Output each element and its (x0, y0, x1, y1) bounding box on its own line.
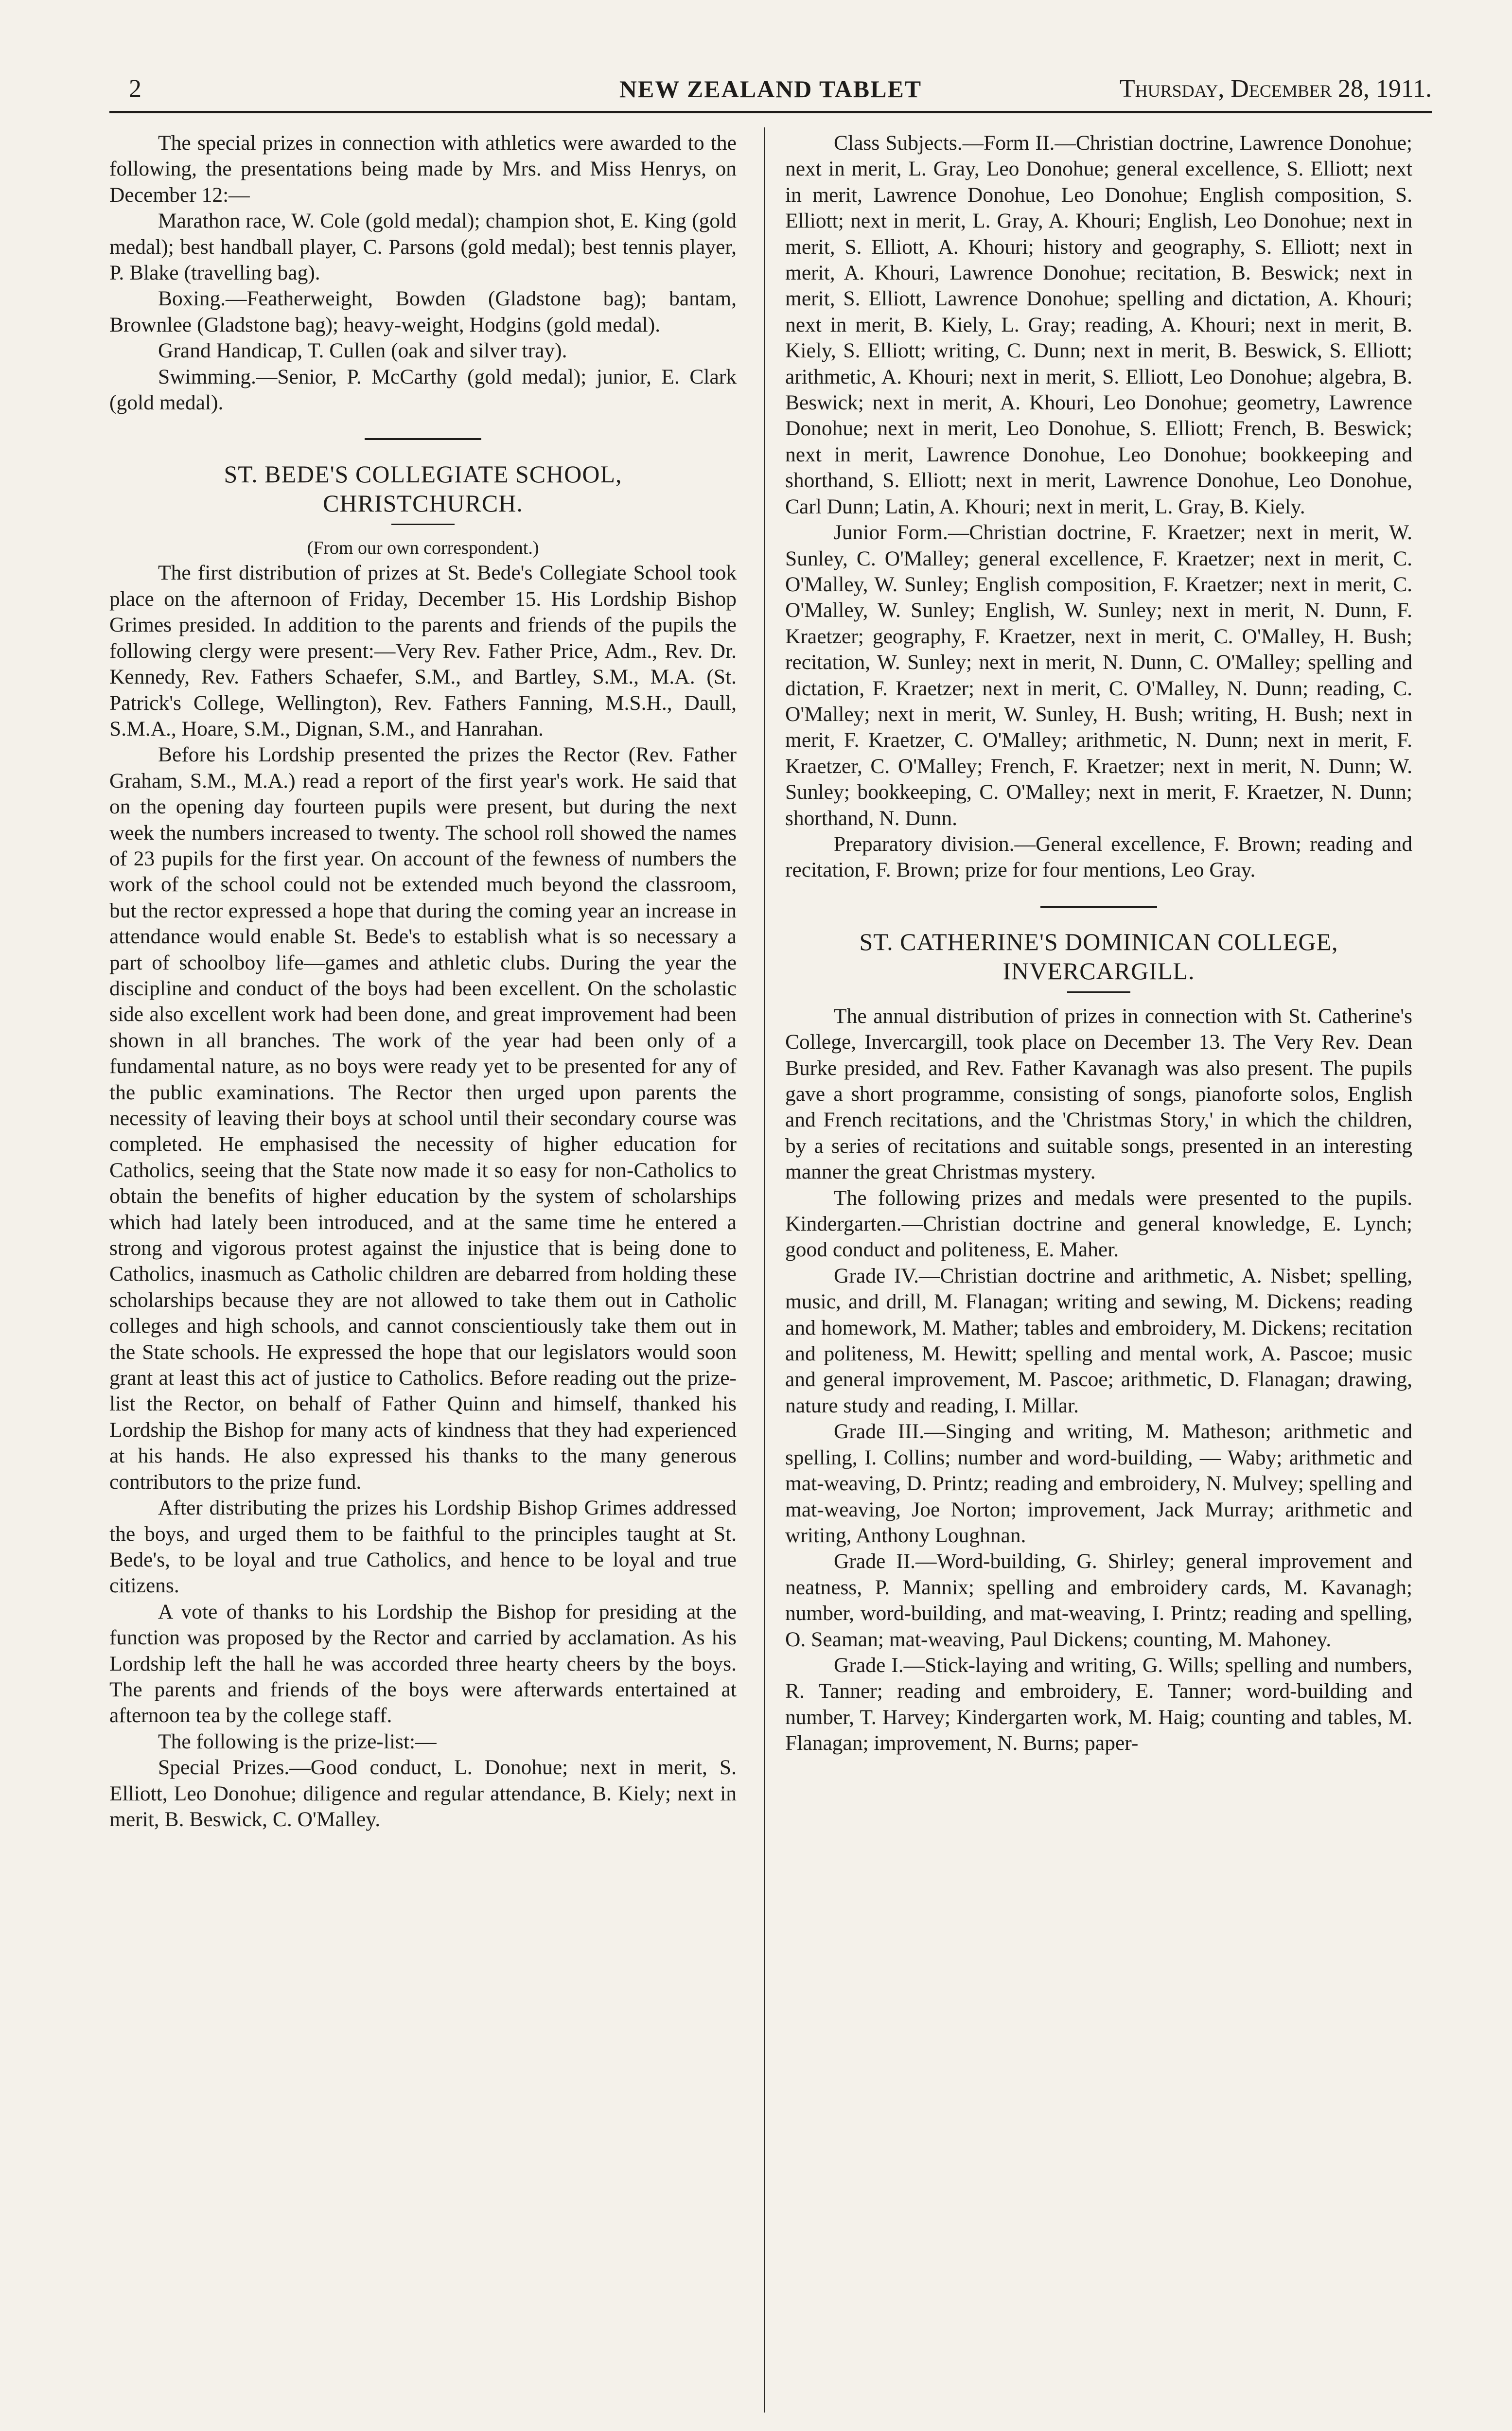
heading-line: ST. CATHERINE'S DOMINICAN COLLEGE, (859, 928, 1338, 955)
paragraph: Grade IV.—Christian doctrine and arithmetic, A. Nisbet; spelling, music, and drill, M. Flanagan; writing and sewing, M. Dickens; reading and homework, M. Mather; tables and embroidery, M. Dickens; recitation and politeness, M. Hewitt; spelling and mental work, A. Pascoe; music and general improvement, M. Pascoe; arithmetic, D. Flanagan; drawing, nature study and reading, I. Millar. (785, 1264, 1412, 1417)
paragraph: Class Subjects.—Form II.—Christian doctrine, Lawrence Donohue; next in merit, L. Gray, Leo Donohue; general excellence, S. Elliott; next in merit, Lawrence Donohue, Leo Donohue; English composition, S. Elliott; next in merit, L. Gray, A. Khouri; English, Leo Donohue; next in merit, S. Elliott, A. Khouri; history and geography, S. Elliott; next in merit, A. Khouri, Lawrence Donohue; recitation, B. Beswick; next in merit, S. Elliott, Lawrence Donohue; spelling and dictation, A. Khouri; next in merit, B. Kiely, L. Gray; reading, A. Khouri; next in merit, B. Kiely, S. Elliott; writing, C. Dunn; next in merit, B. Beswick, S. Elliott; arithmetic, A. Khouri; next in merit, S. Elliott, Leo Donohue; algebra, B. Beswick; next in merit, A. Khouri, Leo Donohue; geometry, Lawrence Donohue; next in merit, Leo Donohue, S. Elliott; French, B. Beswick; next in merit, Lawrence Donohue, Leo Donohue; bookkeeping and shorthand, S. Elliott; next in merit, Lawrence Donohue, Leo Donohue, Carl Dunn; Latin, A. Khouri; next in merit, L. Gray, B. Kiely. (785, 131, 1412, 518)
issue-date: Thursday, December 28, 1911. (1119, 75, 1432, 103)
section-rule (365, 438, 481, 440)
heading-rule (391, 524, 455, 525)
paragraph: The first distribution of prizes at St. Bede's Collegiate School took place on the afternoon of Friday, December 15. His Lordship Bishop Grimes presided. In addition to the parents and friends of the pupils the following clergy were present:—Very Rev. Father Price, Adm., Rev. Dr. Kennedy, Rev. Fathers Schaefer, S.M., and Bartley, S.M., M.A. (St. Patrick's College, Wellington), Rev. Fathers Fanning, M.S.H., Daull, S.M.A., Hoare, S.M., Dignan, S.M., and Hanrahan. (109, 561, 737, 740)
paragraph: The following is the prize-list:— (158, 1729, 437, 1753)
page-number: 2 (129, 75, 141, 103)
right-column (785, 130, 1412, 1757)
left-column (109, 130, 737, 1832)
paragraph: Grade III.—Singing and writing, M. Matheson; arithmetic and spelling, I. Collins; number and word-building, — Waby; arithmetic and mat-weaving, D. Printz; reading and embroidery, N. Mulvey; spelling and mat-weaving, Joe Norton; improvement, Jack Murray; arithmetic and writing, Anthony Loughnan. (785, 1420, 1412, 1547)
paragraph: The special prizes in connection with athletics were awarded to the following, the presentations being made by Mrs. and Miss Henrys, on December 12:— (109, 131, 737, 207)
paragraph: Preparatory division.—General excellence, F. Brown; reading and recitation, F. Brown; prize for four mentions, Leo Gray. (785, 832, 1412, 882)
publication-title: NEW ZEALAND TABLET (619, 75, 922, 103)
paragraph: After distributing the prizes his Lordship Bishop Grimes addressed the boys, and urged them to be faithful to the principles taught at St. Bede's, to be loyal and true Catholics, and hence to be loyal and true citizens. (109, 1496, 737, 1598)
page-header (109, 72, 1432, 106)
paragraph: Swimming.—Senior, P. McCarthy (gold medal); junior, E. Clark (gold medal). (109, 365, 737, 415)
paragraph: The annual distribution of prizes in connection with St. Catherine's College, Invercargill, took place on December 13. The Very Rev. Dean Burke presided, and Rev. Father Kavanagh was also present. The pupils gave a short programme, consisting of songs, pianoforte solos, English and French recitations, and the 'Christmas Story,' in which the children, by a series of recitations and suitable songs, presented in an interesting manner the great Christmas mystery. (785, 1004, 1412, 1184)
paragraph: Grade II.—Word-building, G. Shirley; general improvement and neatness, P. Mannix; spelling and embroidery cards, M. Kavanagh; number, word-building, and mat-weaving, I. Printz; reading and spelling, O. Seaman; mat-weaving, Paul Dickens; counting, M. Mahoney. (785, 1550, 1412, 1651)
heading-line: ST. BEDE'S COLLEGIATE SCHOOL, (224, 460, 622, 488)
heading-line: INVERCARGILL. (1002, 957, 1195, 985)
heading-rule (1067, 991, 1130, 993)
paragraph: The following prizes and medals were presented to the pupils. Kindergarten.—Christian doctrine and general knowledge, E. Lynch; good conduct and politeness, E. Maher. (785, 1186, 1412, 1262)
paragraph: Before his Lordship presented the prizes the Rector (Rev. Father Graham, S.M., M.A.) read a report of the first year's work. He said that on the opening day fourteen pupils were present, but during the next week the numbers increased to twenty. The school roll showed the names of 23 pupils for the first year. On account of the fewness of numbers the work of the school could not be extended much beyond the classroom, but the rector expressed a hope that during the coming year an increase in attendance would enable St. Bede's to establish what is so necessary a part of schoolboy life—games and athletic clubs. During the year the discipline and conduct of the boys had been excellent. On the scholastic side also excellent work had been done, and great improvement had been shown in all branches. The work of the year had been only of a fundamental nature, as no boys were ready yet to be presented for any of the public examinations. The Rector then urged upon parents the necessity of leaving their boys at school until their secondary course was completed. He emphasised the necessity of higher education for Catholics, seeing that the State now made it so easy for non-Catholics to obtain the benefits of higher education by the system of scholarships which had lately been introduced, and at the same time he entered a strong and vigorous protest against the injustice that is being done to Catholics, inasmuch as Catholic children are debarred from holding these scholarships because they are not allowed to take them out in Catholic colleges and high schools, and cannot conscientiously take them out in the State schools. He expressed the hope that our legislators would soon grant at least this act of justice to Catholics. Before reading out the prize-list the Rector, on behalf of Father Quinn and himself, thanked his Lordship the Bishop for many acts of kindness that they had experienced at his hands. He also expressed his thanks to the many generous contributors to the prize fund. (109, 743, 737, 1494)
paragraph: A vote of thanks to his Lordship the Bishop for presiding at the function was proposed by the Rector and carried by acclamation. As his Lordship left the hall he was accorded three hearty cheers by the boys. The parents and friends of the boys were afterwards entertained at afternoon tea by the college staff. (109, 1600, 737, 1727)
column-divider (764, 127, 765, 2413)
paragraph: Special Prizes.—Good conduct, L. Donohue; next in merit, S. Elliott, Leo Donohue; diligence and regular attendance, B. Kiely; next in merit, B. Beswick, C. O'Malley. (109, 1756, 737, 1831)
paragraph: Grade I.—Stick-laying and writing, G. Wills; spelling and numbers, R. Tanner; reading and embroidery, E. Tanner; word-building and number, T. Harvey; Kindergarten work, M. Haig; counting and tables, M. Flanagan; improvement, N. Burns; paper- (785, 1653, 1412, 1755)
section-rule (1040, 906, 1157, 908)
article-heading (785, 927, 1412, 986)
heading-line: CHRISTCHURCH. (323, 490, 523, 517)
paragraph: Junior Form.—Christian doctrine, F. Kraetzer; next in merit, W. Sunley, C. O'Malley; general excellence, F. Kraetzer; next in merit, C. O'Malley, W. Sunley; English composition, F. Kraetzer; next in merit, C. O'Malley, W. Sunley; English, W. Sunley; next in merit, N. Dunn, F. Kraetzer; geography, F. Kraetzer, next in merit, C. O'Malley, H. Bush; recitation, W. Sunley; next in merit, N. Dunn, C. O'Malley; spelling and dictation, F. Kraetzer; next in merit, C. O'Malley, N. Dunn; reading, C. O'Malley; next in merit, W. Sunley, H. Bush; writing, H. Bush; next in merit, F. Kraetzer, C. O'Malley; arithmetic, N. Dunn; next in merit, F. Kraetzer, C. O'Malley; French, F. Kraetzer; next in merit, N. Dunn; W. Sunley; bookkeeping, C. O'Malley; next in merit, F. Kraetzer, N. Dunn; shorthand, N. Dunn. (785, 521, 1412, 830)
article-heading (109, 459, 737, 518)
paragraph: Boxing.—Featherweight, Bowden (Gladstone bag); bantam, Brownlee (Gladstone bag); heavy-weight, Hodgins (gold medal). (109, 287, 737, 336)
paragraph: Grand Handicap, T. Cullen (oak and silver tray). (158, 339, 567, 363)
correspondent-note: (From our own correspondent.) (307, 538, 539, 559)
header-rule (109, 111, 1432, 113)
paragraph: Marathon race, W. Cole (gold medal); champion shot, E. King (gold medal); best handball player, C. Parsons (gold medal); best tennis player, P. Blake (travelling bag). (109, 209, 737, 285)
